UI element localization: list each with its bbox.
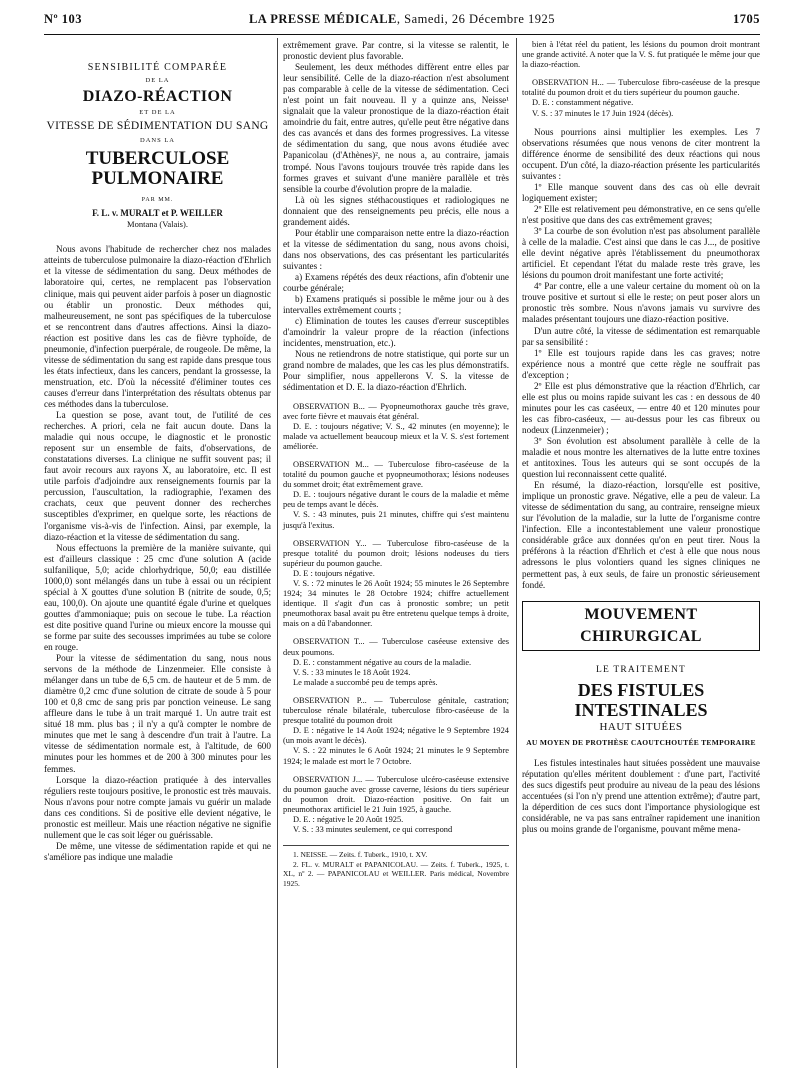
paragraph: Seulement, les deux méthodes diffèrent entre elles par leur sensibilité. Celle de la diazo-réaction n'est absolument pas comparable à celle de la vitesse de sédimentation. Ceci n'est point un fait nouveau. Il y a quinze ans, Neisse¹ signalait que la valeur pronostique de la diazo-réaction était amoindrie du fait, entre autres, qu'elle peut être négative dans des cas avancés et dans des formes progressives. La vitesse de sédimentation du sang, que nous avons étudiée avec Papanicolau (d'Athènes)², ne nous a, au contraire, jamais trompé. Nous l'avons toujours trouvée très rapide dans les formes graves et suivant d'une manière parallèle et très sensible la courbe d'évolution propre de la maladie. [283, 62, 509, 194]
list-item: c) Elimination de toutes les causes d'erreur susceptibles d'amoindrir la valeur propre de la réaction (infections incidentes, menstruation, etc.). [283, 316, 509, 349]
section-subtitle: LE TRAITEMENT [595, 664, 687, 675]
observation-heading: OBSERVATION J... — Tuberculose ulcéro-caséeuse extensive du poumon gauche avec grosse caverne, lésions du tiers supérieur du poumon droit. Diazo-réaction positive. On fait un pneumothorax artificiel le 21 Juin 1925, à gauche. [283, 774, 509, 814]
footnote: 1. NEISSE. — Zeits. f. Tuberk., 1910, t. XV. [293, 850, 428, 860]
article-title-line: ET DE LA [139, 109, 176, 117]
paragraph: extrêmement grave. Par contre, si la vitesse se ralentit, le pronostic devient plus favorable. [283, 40, 509, 62]
section-heading: MOUVEMENT CHIRURGICAL [522, 601, 760, 651]
observation-line: D. E : toujours négative. [293, 568, 375, 578]
observation-heading: OBSERVATION M... — Tuberculose fibro-caséeuse de la totalité du poumon gauche et pyopneumothorax; lésions nodeuses du sommet droit; état extrêmement grave. [283, 459, 509, 490]
paragraph: Lorsque la diazo-réaction pratiquée à des intervalles réguliers reste toujours positive, le pronostic est très mauvais. Nous n'avons pour notre compte jamais vu guérir un malade dans ces conditions. Si de positive elle devient négative, le pronostic est meilleur. Mais une réaction négative ne signifie nullement que le cas soit léger ou guérissable. [44, 774, 271, 840]
author-location: Montana (Valais). [127, 219, 188, 230]
section-subtitle: AU MOYEN DE PROTHÈSE CAOUTCHOUTÉE TEMPORAIRE [526, 737, 756, 747]
observation-line: V. S. : 43 minutes, puis 21 minutes, chiffre qui s'est maintenu jusqu'à l'exitus. [283, 510, 509, 530]
footnote: 2. FL. v. MURALT et PAPANICOLAU. — Zeits. f. Tuberk., 1925, t. XL, nº 2. — PAPANICOLAU et WEILLER. Paris médical, Novembre 1925. [283, 859, 509, 888]
observation-line: D. E. : toujours négative; V. S., 42 minutes (en moyenne); le malade va actuellement beaucoup mieux et la V. S. s'est fortement améliorée. [283, 421, 509, 451]
journal-name: LA PRESSE MÉDICALE [248, 12, 397, 26]
observation-p [283, 696, 509, 767]
column-divider [277, 38, 278, 1068]
article-title-line: DANS LA [140, 137, 175, 145]
paragraph: La question se pose, avant tout, de l'utilité de ces recherches. A priori, cela ne fait aucun doute. Dans la maladie qui nous occupe, le diagnostic et le pronostic reposent sur un ensemble de faits, d'observations, de constatations diverses. La clinique ne suffit souvent pas; il faut avoir recours aux rayons X, au laboratoire, etc. Il est utile parfois d'adjoindre aux renseignements fournis par la percussion, l'auscultation, la radiographie, l'examen des crachats, ceux que peuvent donner des recherches susceptibles d'exprimer, en quelque sorte, les réactions de l'organisme vis-à-vis de l'infection. Ainsi, par exemple, la diazo-réaction et la vitesse de sédimentation du sang. [44, 410, 271, 542]
paragraph: Nous avons l'habitude de rechercher chez nos malades atteints de tuberculose pulmonaire la diazo-réaction d'Ehrlich et la vitesse de sédimentation du sang. Deux méthodes de laboratoire qui, certes, ne remplacent pas l'observation clinique, mais qui peuvent aider parfois à poser un diagnostic ou établir un pronostic. Deux méthodes qui, malheureusement, ne sont pas spécifiques de la tuberculose et se rencontrent dans d'autres affections. Ainsi la diazo-réaction est positive dans les cas de fièvre typhoïde, de pneumonie, d'infection puerpérale, de rougeole. De même, la vitesse de sédimentation du sang est rapide dans presque tous les états infectieux, dans les cancers, pendant la grossesse, la menstruation, etc. D'où la nécessité d'éliminer toutes ces causes d'erreur dans l'interprétation des résultats obtenus par ces méthodes dans la tuberculose. [44, 244, 271, 409]
observation-line: D. E. : constamment négative. [532, 98, 634, 108]
observation-line: D. E. : négative le 20 Août 1925. [293, 814, 404, 824]
article-title-line: SENSIBILITÉ COMPARÉE [87, 62, 228, 73]
observation-t [283, 637, 509, 687]
section-subtitle: HAUT SITUÉES [599, 720, 683, 733]
article-title-line: DE LA [145, 77, 170, 85]
paragraph: De même, une vitesse de sédimentation rapide et qui ne s'améliore pas indique une maladie [44, 840, 271, 862]
list-item: 2º Elle est plus démonstrative que la réaction d'Ehrlich, car elle est plus ou moins rapide suivant les cas : en dessous de 40 minutes pour les cas caséeux, — entre 40 et 120 minutes pour les cas fibro-caséeux, — au-dessus pour les cas fibreux ou nodeux (Linzenmeier) ; [522, 380, 760, 435]
observation-line: D. E. : constamment négative au cours de la maladie. [293, 657, 472, 667]
footnotes [283, 845, 509, 888]
running-title [44, 12, 760, 27]
authors: F. L. v. MURALT et P. WEILLER [92, 208, 223, 219]
observation-h [522, 78, 760, 118]
observation-heading: OBSERVATION T... — Tuberculose caséeuse extensive des deux poumons. [283, 637, 509, 657]
section-title: DES FISTULES INTESTINALES [574, 679, 708, 720]
issue-number: Nº 103 [44, 12, 83, 26]
observation-m [283, 460, 509, 531]
observation-heading: OBSERVATION H... — Tuberculose fibro-caséeuse de la presque totalité du poumon droit et du tiers supérieur du poumon gauche. [522, 78, 760, 98]
list-item: 4º Par contre, elle a une valeur certaine du moment où on la trouve positive et surtout si elle le reste; on peut poser alors un pronostic très sombre. Nous n'avons jamais vu survivre des malades présentant toujours une diazo-réaction positive. [522, 281, 760, 325]
observation-line: V. S. : 33 minutes seulement, ce qui correspond [293, 825, 453, 835]
list-item: 1º Elle est toujours rapide dans les cas graves; notre expérience nous a montré que cette règle ne souffrait pas d'exception ; [522, 347, 760, 380]
column-divider [516, 38, 517, 1068]
paragraph: Pour établir une comparaison nette entre la diazo-réaction et la vitesse de sédimentation du sang, nous avons choisi, dans nos observations, des cas présentant les particularités suivantes : [283, 227, 509, 271]
observation-j-continued [522, 40, 760, 70]
observation-heading: OBSERVATION B... — Pyopneumothorax gauche très grave, avec forte fièvre et mauvais état général. [283, 401, 509, 421]
list-item: 3º Son évolution est absolument parallèle à celle de la maladie et nous montre les alternatives de la lutte entre toxines et antitoxines. Tous les auteurs qui se sont occupés de la question lui reconnaissent cette qualité. [522, 435, 760, 480]
observation-heading: OBSERVATION Y... — Tuberculose fibro-caséeuse de la presque totalité du poumon droit; lésions nodeuses du tiers supérieur du poumon gauche. [283, 538, 509, 568]
paragraph: D'un autre côté, la vitesse de sédimentation est remarquable par sa sensibilité : [522, 325, 760, 347]
paragraph: Là où les signes stéthacoustiques et radiologiques ne donnaient que des renseignements peu précis, elle nous a grandement aidés. [283, 194, 509, 227]
observation-line: V. S. : 33 minutes le 18 Août 1924. [293, 667, 411, 677]
list-item: b) Examens pratiqués si possible le même jour ou à des intervalles extrêmement courts ; [283, 294, 509, 316]
observation-line: bien à l'état réel du patient, les lésions du poumon droit montrant une grande activité. A noter que la V. S. fut pratiquée le même jour que la diazo-réaction. [522, 40, 760, 70]
column-2 [283, 40, 509, 888]
header-rule [44, 34, 760, 35]
article-title-main: DIAZO-RÉACTION [82, 88, 233, 106]
observation-line: D. E : négative le 14 Août 1924; négative le 9 Septembre 1924 (un mois avant le décès). [283, 726, 509, 746]
paragraph: En résumé, la diazo-réaction, lorsqu'elle est positive, implique un pronostic grave. Négative, elle a peu de valeur. La vitesse de sédimentation du sang, au contraire, renseigne mieux sur l'évolution de la maladie, sur la lutte de l'organisme contre l'infection. Elle a incontestablement une valeur pronostique considérable grâce aux données qu'on en peut tirer. Nous la préférons à la réaction d'Ehrlich et c'est à elle que nous nous adressons le plus volontiers quand les signes cliniques ne permettent pas, à eux seuls, de faire un pronostic sérieusement fondé. [522, 480, 760, 590]
issue-date: , Samedi, 26 Décembre 1925 [396, 12, 556, 26]
observation-b [283, 402, 509, 452]
observation-line: V. S. : 72 minutes le 26 Août 1924; 55 minutes le 26 Septembre 1924; 34 minutes le 28 Octobre 1924; chiffre actuellement identique. Il s'agit d'un cas à pronostic sombre; un petit pneumothorax basal avait pu être entretenu quelque temps à droite, mais on a dû l'abandonner. [283, 579, 509, 629]
paragraph: Nous effectuons la première de la manière suivante, qui est d'ailleurs classique : 25 cmc d'une solution A (acide sulfanilique, 5,0; acide chlorhydrique, 50,0; eau distillée 1000,0) sont mélangés dans un tube à essai ou un récipient spécial à X gouttes d'une solution B (nitrite de soude, 0,5; eau, 100,0). On ajoute une quantité égale d'urine et quelques gouttes d'ammoniaque; puis on secoue le tube. La réaction est dite positive quand l'urine ou mieux encore la mousse qui se forme par suite des secousses imprimées au tube se colore en rouge. [44, 542, 271, 653]
paragraph: Nous ne retiendrons de notre statistique, qui porte sur un grand nombre de malades, que les cas les plus démonstratifs. Pour simplifier, nous appellerons V. S. la vitesse de sédimentation et D. E. la diazo-réaction d'Ehrlich. [283, 349, 509, 393]
column-1 [44, 40, 271, 863]
list-item: a) Examens répétés des deux réactions, afin d'obtenir une courbe générale; [283, 271, 509, 294]
list-item: 3º La courbe de son évolution n'est pas absolument parallèle à celle de la maladie. C'est ainsi que dans le cas J..., de positive elle devint négative après l'établissement du pneumothorax artificiel. Et cependant l'état du malade reste très grave, les lésions du poumon droit manifestant une forte activité; [522, 226, 760, 281]
paragraph: Les fistules intestinales haut situées possèdent une mauvaise réputation qu'elles méritent doublement : d'une part, l'activité des sucs digestifs peut produire au niveau de la peau des lésions accentuées (si l'on n'y prend une attention extrême); d'autre part, la déperdition de ces sucs dont l'importance physiologique est considérable, ne va pas sans entraîner rapidement une inanition plus ou moins grande de l'organisme, pouvant même mena- [522, 757, 760, 835]
page-header [44, 12, 760, 28]
observation-line: V. S. : 37 minutes le 17 Juin 1924 (décès). [532, 108, 674, 118]
byline-par: PAR MM. [141, 197, 174, 204]
observation-j [283, 775, 509, 836]
article-title-main: TUBERCULOSE PULMONAIRE [85, 148, 230, 190]
list-item: 1º Elle manque souvent dans des cas où elle devrait logiquement exister; [522, 181, 760, 203]
observation-heading: OBSERVATION P... — Tuberculose génitale, castration; tuberculose rénale bilatérale, tuberculose fibro-caséeuse de la presque totalité du poumon droit [283, 695, 509, 726]
observation-line: D. E. : toujours négative durant le cours de la maladie et même peu de temps avant le décès. [283, 490, 509, 510]
conclusion [522, 127, 760, 591]
paragraph: Pour la vitesse de sédimentation du sang, nous nous servons de la méthode de Linzenmeier. Elle consiste à mélanger dans un tube de 6,5 cm. de hauteur et de 5 mm. de diamètre 0,2 cmc d'une solution de citrate de soude à 5 pour 100 et 0,8 cmc de sang pris par ponction veineuse. Le sang affleure dans le tube à un trait marqué 1. Un autre trait est situé 18 mm. plus bas ; il n'y a qu'à compter le nombre de minutes que met le sang à descendre d'un trait à l'autre. La vitesse de sédimentation normale est, à l'altitude, de 600 minutes pour les hommes et de 200 à 300 minutes pour les femmes. [44, 653, 271, 774]
observation-y [283, 539, 509, 630]
observation-line: V. S. : 22 minutes le 6 Août 1924; 21 minutes le 9 Septembre 1924; le malade est mort le 7 Octobre. [283, 746, 509, 766]
paragraph: Nous pourrions ainsi multiplier les exemples. Les 7 observations résumées que nous venons de citer montrent la différence énorme de sensibilité des deux réactions qui nous occupent. D'un côté, la diazo-réaction présente les particularités suivantes : [522, 126, 760, 181]
list-item: 2º Elle est relativement peu démonstrative, en ce sens qu'elle n'est positive que dans des cas extrêmement graves; [522, 203, 760, 226]
page-number: 1705 [733, 12, 760, 26]
column-3 [522, 40, 760, 835]
article-title-line: VITESSE DE SÉDIMENTATION DU SANG [46, 120, 269, 133]
observation-line: Le malade a succombé peu de temps après. [293, 677, 438, 687]
